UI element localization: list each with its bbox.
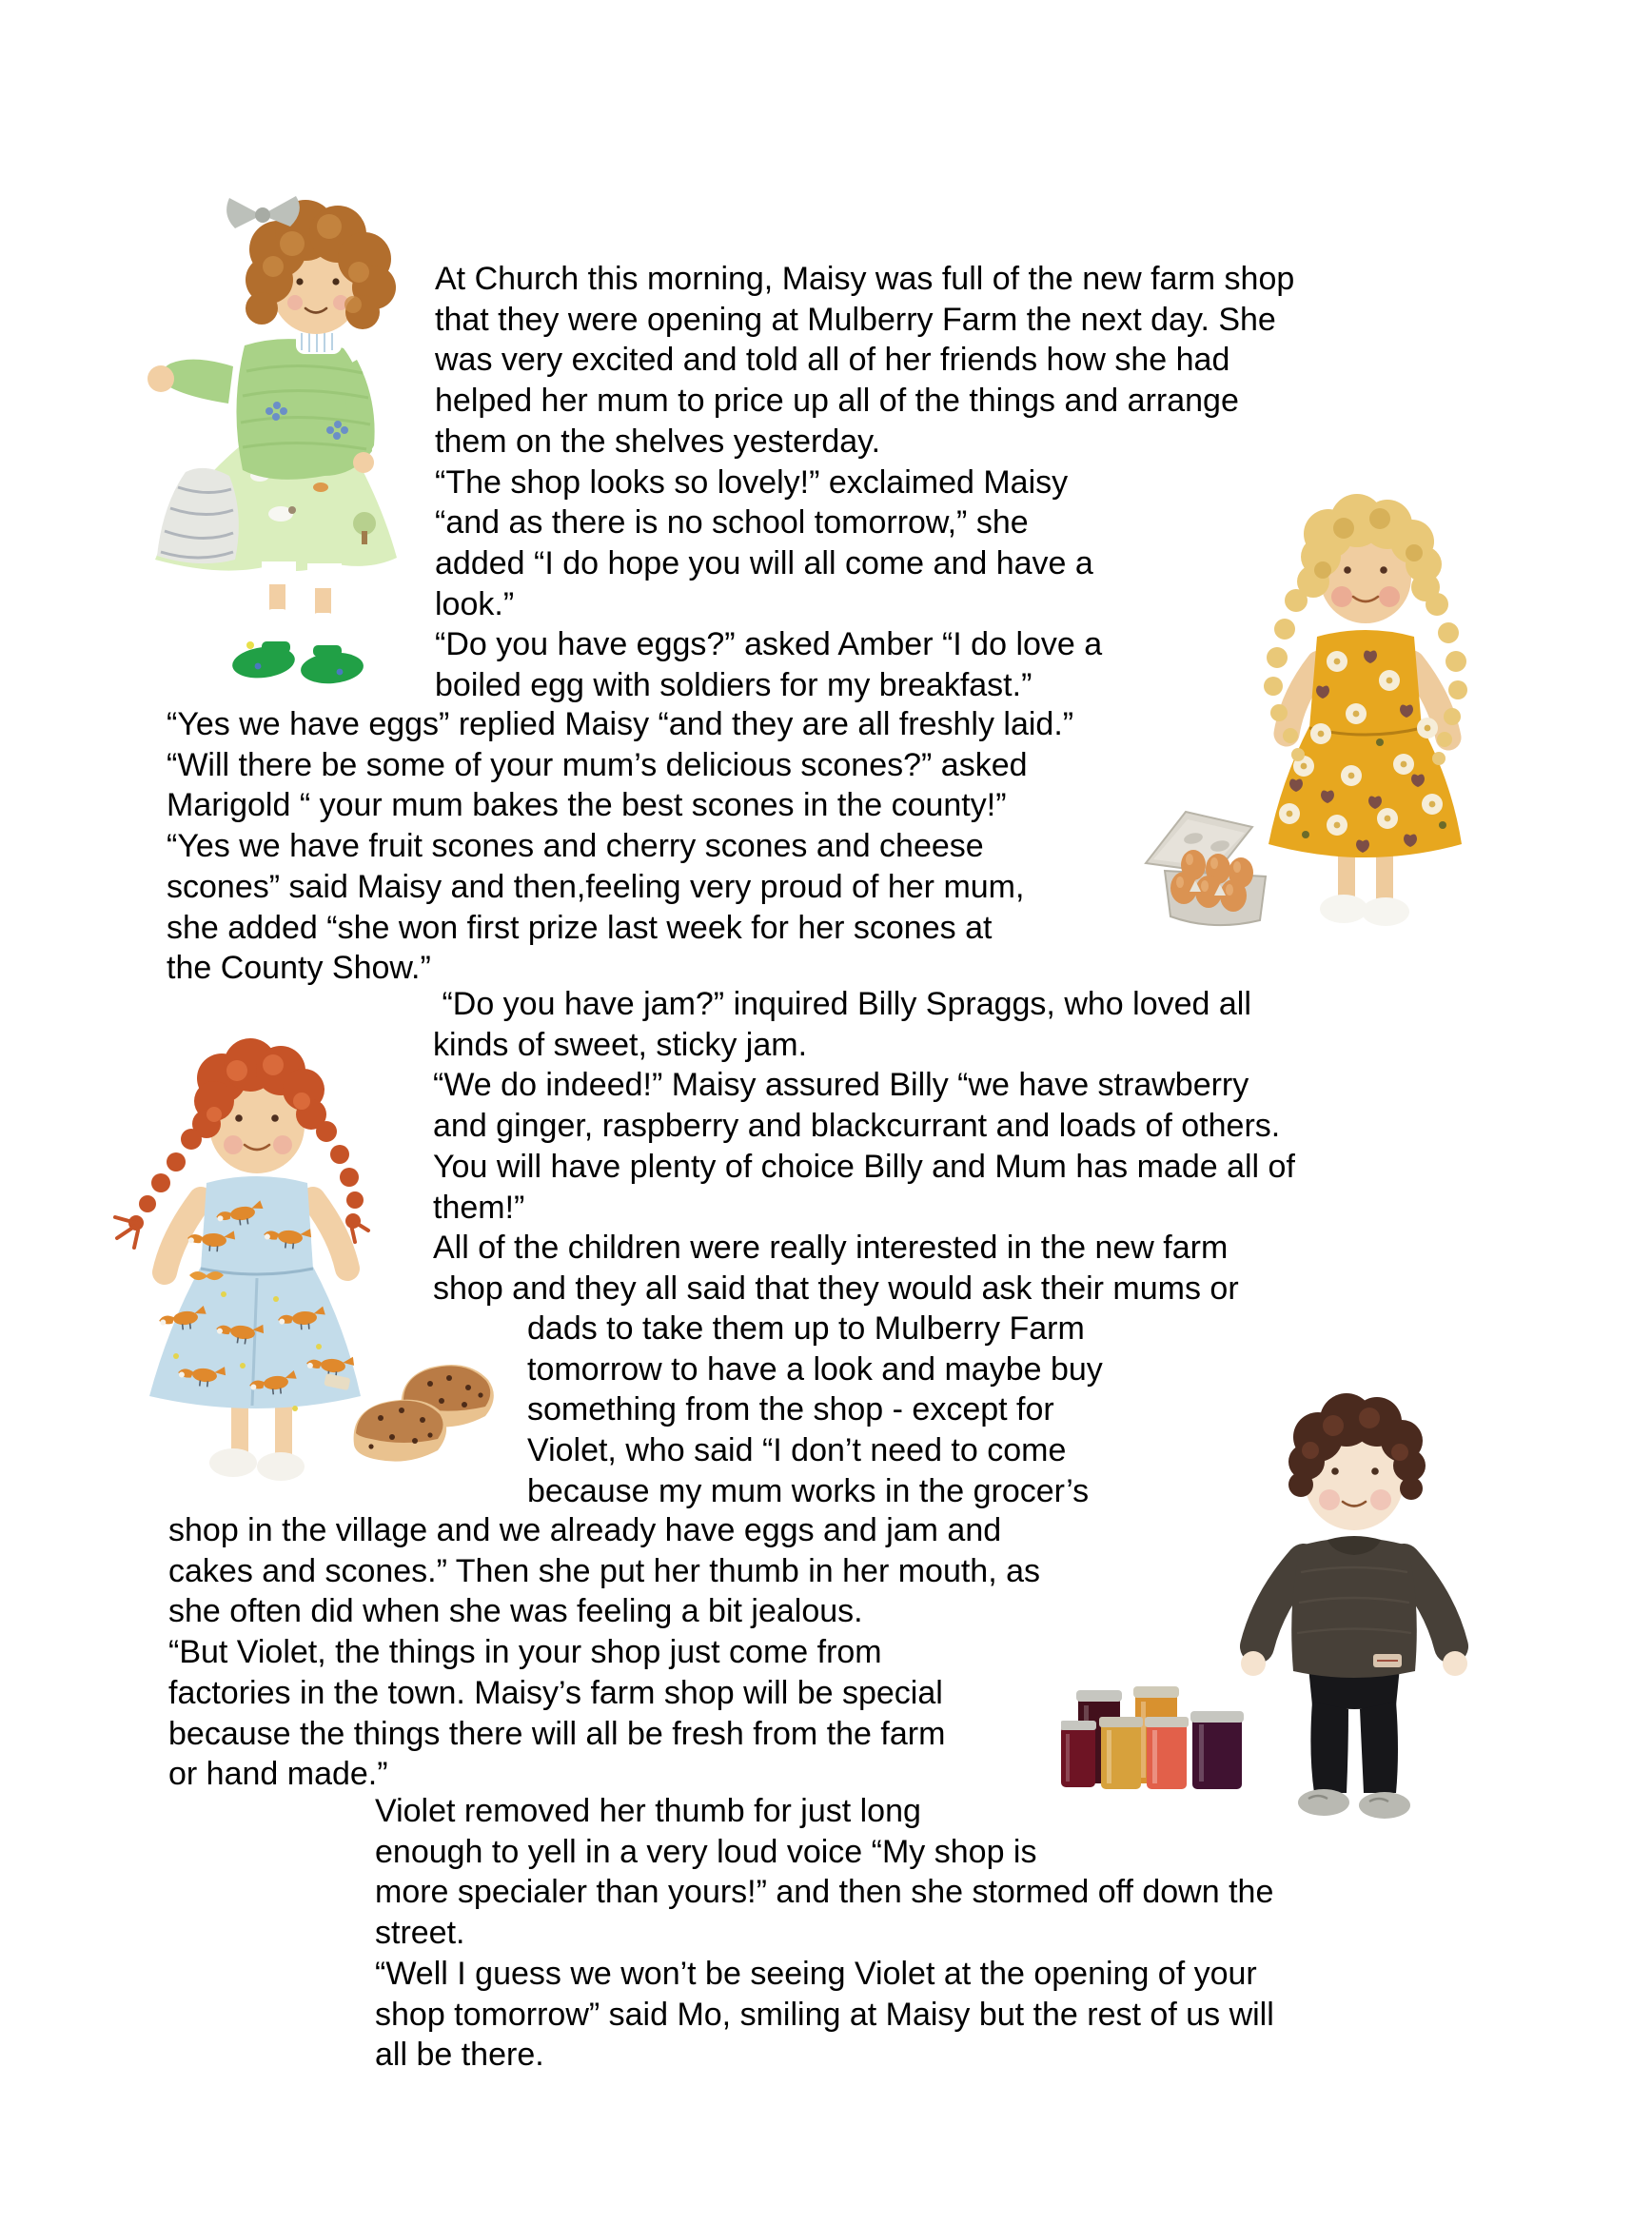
amber-doll-image — [1237, 490, 1494, 933]
story-line: kinds of sweet, sticky jam. — [433, 1026, 808, 1063]
story-line: scones” said Maisy and then,feeling very proud of her mum, — [167, 868, 1025, 905]
story-line: because the things there will all be fresh from the farm — [168, 1715, 946, 1752]
boy-doll-image — [1213, 1382, 1494, 1824]
story-line: all be there. — [375, 2037, 544, 2074]
maisy-arm — [148, 360, 233, 404]
egg-carton-image — [1138, 802, 1273, 934]
story-line: added “I do hope you will all come and have a — [435, 544, 1093, 581]
story-line: You will have plenty of choice Billy and Mum has made all of — [433, 1148, 1295, 1185]
story-line: “The shop looks so lovely!” exclaimed Maisy — [435, 463, 1069, 501]
maisy-hair-bow — [226, 196, 300, 228]
scones-illustration — [343, 1351, 500, 1475]
story-line: enough to yell in a very loud voice “My shop is — [375, 1833, 1037, 1870]
story-line: “and as there is no school tomorrow,” she — [435, 504, 1029, 541]
jar-front-small-red — [1061, 1721, 1096, 1787]
jar-front-dark-purple — [1190, 1711, 1244, 1789]
story-line: that they were opening at Mulberry Farm the next day. She — [435, 301, 1276, 338]
story-line: them!” — [433, 1189, 525, 1226]
jar-front-orange-red — [1145, 1717, 1189, 1789]
maisy-doll-illustration — [119, 190, 404, 699]
amber-dress — [1268, 630, 1462, 857]
story-line: them on the shelves yesterday. — [435, 423, 881, 460]
jam-jars-illustration — [1061, 1686, 1251, 1793]
story-line: “Do you have eggs?” asked Amber “I do love a — [435, 626, 1103, 663]
boy-jumper — [1291, 1536, 1417, 1678]
story-line: or hand made.” — [168, 1756, 388, 1793]
story-line: street. — [375, 1915, 465, 1952]
story-line: because my mum works in the grocer’s — [527, 1472, 1090, 1509]
story-line: she often did when she was feeling a bit jealous. — [168, 1593, 863, 1630]
story-line: was very excited and told all of her friends how she had — [435, 342, 1230, 379]
jam-jars-image — [1061, 1686, 1251, 1793]
story-line: and ginger, raspberry and blackcurrant and loads of others. — [433, 1108, 1281, 1145]
boy-shoes — [1298, 1789, 1410, 1819]
story-paragraph-5 — [168, 1510, 1040, 1795]
story-line: something from the shop - except for — [527, 1391, 1054, 1428]
story-line: “Yes we have eggs” replied Maisy “and they are all freshly laid.” — [167, 706, 1074, 742]
story-paragraph-1 — [435, 259, 1294, 706]
story-line: shop tomorrow” said Mo, smiling at Maisy but the rest of us will — [375, 1996, 1274, 2033]
boy-trousers — [1308, 1667, 1400, 1793]
story-line: “We do indeed!” Maisy assured Billy “we have strawberry — [433, 1067, 1249, 1104]
story-line: Violet removed her thumb for just long — [375, 1793, 921, 1829]
maisy-shoes — [230, 641, 364, 686]
story-line: shop and they all said that they would ask their mums or — [433, 1270, 1239, 1307]
amber-doll-illustration — [1237, 490, 1494, 933]
story-line: the County Show.” — [167, 950, 431, 987]
jar-front-golden — [1099, 1717, 1143, 1789]
story-line: look.” — [435, 585, 515, 622]
story-paragraph-3 — [433, 984, 1295, 1309]
story-line: boiled egg with soldiers for my breakfast.” — [435, 667, 1032, 704]
story-line: “Yes we have fruit scones and cherry scones and cheese — [167, 828, 984, 865]
story-line: Marigold “ your mum bakes the best scones in the county!” — [167, 787, 1007, 824]
scone-front — [354, 1400, 447, 1462]
story-line: tomorrow to have a look and maybe buy — [527, 1350, 1103, 1388]
story-line: dads to take them up to Mulberry Farm — [527, 1310, 1085, 1347]
boy-doll-illustration — [1213, 1382, 1494, 1824]
story-paragraph-6 — [375, 1791, 1274, 2076]
story-line: All of the children were really interested in the new farm — [433, 1230, 1229, 1267]
maisy-cardigan — [236, 339, 374, 480]
story-line: “But Violet, the things in your shop just come from — [168, 1634, 882, 1671]
story-line: cakes and scones.” Then she put her thumb in her mouth, as — [168, 1552, 1041, 1589]
story-line: “Well I guess we won’t be seeing Violet at the opening of your — [375, 1955, 1257, 1992]
story-line: shop in the village and we already have eggs and jam and — [168, 1512, 1002, 1548]
story-line: “Do you have jam?” inquired Billy Spraggs, who loved all — [433, 986, 1251, 1022]
story-line: helped her mum to price up all of the things and arrange — [435, 383, 1239, 420]
story-line: she added “she won first prize last week for her scones at — [167, 909, 993, 946]
story-line: factories in the town. Maisy’s farm shop will be special — [168, 1674, 943, 1711]
scones-image — [343, 1351, 500, 1475]
story-line: “Will there be some of your mum’s delicious scones?” asked — [167, 746, 1028, 783]
story-line: Violet, who said “I don’t need to come — [527, 1432, 1067, 1469]
story-line: At Church this morning, Maisy was full of the new farm shop — [435, 261, 1295, 297]
eggs — [1170, 850, 1253, 912]
maisy-legs — [262, 561, 342, 641]
story-paragraph-2 — [167, 704, 1073, 989]
story-paragraph-4 — [527, 1309, 1103, 1512]
maisy-doll-image — [119, 190, 404, 699]
story-line: more specialer than yours!” and then she stormed off down the — [375, 1874, 1274, 1911]
egg-carton-illustration — [1138, 802, 1273, 934]
